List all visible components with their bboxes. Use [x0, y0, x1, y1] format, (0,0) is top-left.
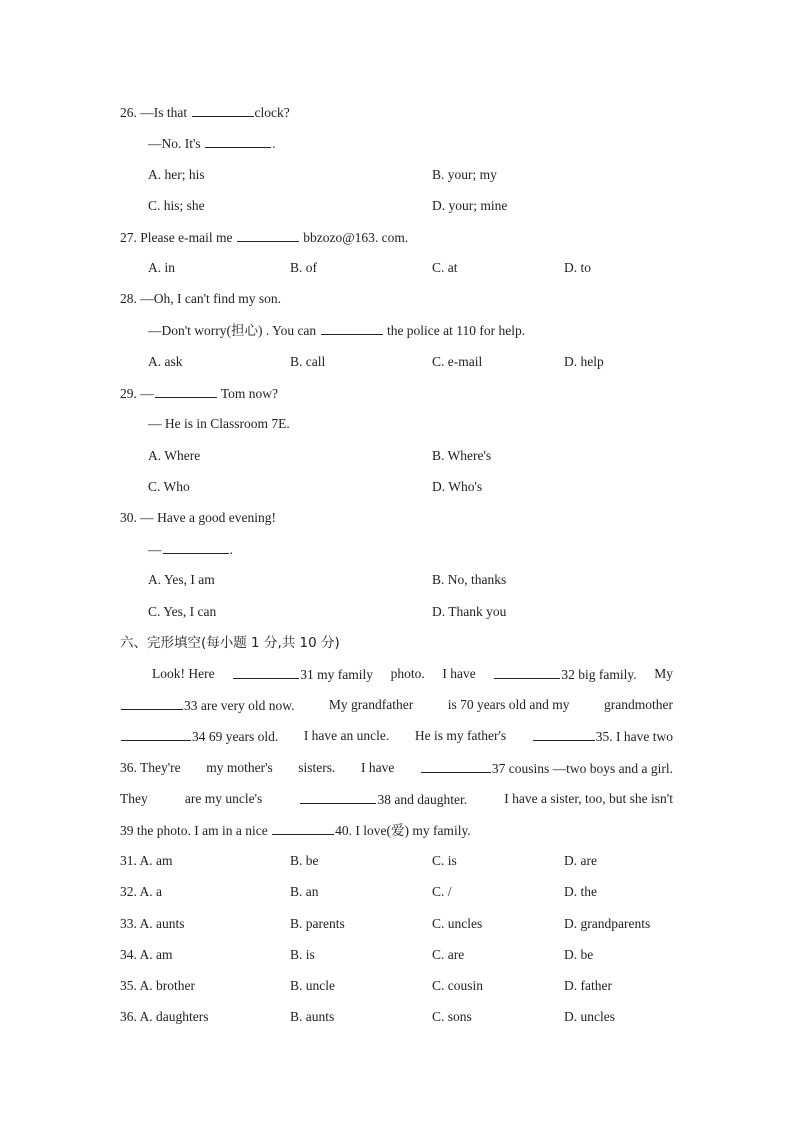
passage-line: 33 are very old now. My grandfather is 70 years old and my grandmother [120, 696, 673, 715]
section-heading: 六、完形填空(每小题 1 分,共 10 分) [120, 635, 340, 651]
cloze-option: B. an [290, 884, 319, 899]
cloze-option: B. uncle [290, 978, 335, 993]
q26-reply: —No. It's . [148, 136, 276, 151]
cloze-option: D. grandparents [564, 916, 651, 931]
q26-stem: 26. —Is that clock? [120, 105, 290, 120]
cloze-option: B. be [290, 853, 319, 868]
answer-blank [233, 665, 299, 679]
cloze-option: C. is [432, 853, 457, 868]
answer-blank [121, 696, 183, 710]
q29-option-b: B. Where's [432, 448, 492, 463]
cloze-option: D. uncles [564, 1009, 615, 1024]
cloze-option: C. sons [432, 1009, 472, 1024]
q26-option-b: B. your; my [432, 167, 497, 182]
cloze-option: C. cousin [432, 978, 484, 993]
q26-option-a: A. her; his [148, 167, 205, 182]
q29-reply: — He is in Classroom 7E. [148, 416, 290, 431]
answer-blank [300, 790, 376, 804]
passage-line: Look! Here 31 my family photo. I have 32 big family. My [152, 666, 673, 682]
cloze-option: D. father [564, 978, 612, 993]
q30-option-b: B. No, thanks [432, 572, 507, 587]
cloze-option: C. are [432, 947, 465, 962]
q30-option-d: D. Thank you [432, 604, 507, 619]
q29-option-a: A. Where [148, 448, 201, 463]
q28-option-a: A. ask [148, 354, 183, 369]
answer-blank [421, 759, 491, 773]
answer-blank [494, 665, 560, 679]
cloze-option: D. the [564, 884, 597, 899]
answer-blank [192, 103, 254, 117]
q27-option-c: C. at [432, 260, 458, 275]
q28-reply: —Don't worry(担心) . You can the police at 110 for help. [148, 323, 526, 339]
passage-line: 34 69 years old. I have an uncle. He is my father's 35. I have two [120, 727, 673, 746]
q30-stem: 30. — Have a good evening! [120, 510, 276, 525]
cloze-option: 31. A. am [120, 853, 173, 868]
q27-stem: 27. Please e-mail me bbzozo@163. com. [120, 230, 409, 245]
passage-line: They are my uncle's 38 and daughter. I have a sister, too, but she isn't [120, 791, 673, 807]
answer-blank [237, 228, 299, 242]
answer-blank [205, 134, 271, 148]
q28-option-d: D. help [564, 354, 604, 369]
answer-blank [155, 384, 217, 398]
q26-option-d: D. your; mine [432, 198, 508, 213]
cloze-option: 33. A. aunts [120, 916, 185, 931]
passage-line: 36. They're my mother's sisters. I have 37 cousins —two boys and a girl. [120, 760, 673, 776]
q28-option-c: C. e-mail [432, 354, 483, 369]
cloze-option: 35. A. brother [120, 978, 195, 993]
answer-blank [121, 727, 191, 741]
cloze-option: 34. A. am [120, 947, 173, 962]
passage-line: 39 the photo. I am in a nice 40. I love(爱) my family. [120, 823, 471, 839]
answer-blank [321, 321, 383, 335]
q28-option-b: B. call [290, 354, 326, 369]
q27-option-d: D. to [564, 260, 591, 275]
q27-option-b: B. of [290, 260, 317, 275]
cloze-option: 32. A. a [120, 884, 162, 899]
q29-stem: 29. — Tom now? [120, 386, 279, 401]
answer-blank [163, 540, 229, 554]
q30-option-c: C. Yes, I can [148, 604, 217, 619]
cloze-option: 36. A. daughters [120, 1009, 209, 1024]
cloze-option: C. / [432, 884, 452, 899]
q29-option-c: C. Who [148, 479, 190, 494]
q26-option-c: C. his; she [148, 198, 205, 213]
q30-reply: — . [148, 542, 233, 557]
answer-blank [272, 821, 334, 835]
cloze-option: D. be [564, 947, 594, 962]
q27-option-a: A. in [148, 260, 175, 275]
cloze-option: B. is [290, 947, 315, 962]
q30-option-a: A. Yes, I am [148, 572, 215, 587]
cloze-option: C. uncles [432, 916, 483, 931]
cloze-option: D. are [564, 853, 597, 868]
q29-option-d: D. Who's [432, 479, 483, 494]
cloze-option: B. parents [290, 916, 345, 931]
q28-stem: 28. —Oh, I can't find my son. [120, 291, 282, 306]
cloze-option: B. aunts [290, 1009, 335, 1024]
answer-blank [533, 727, 595, 741]
